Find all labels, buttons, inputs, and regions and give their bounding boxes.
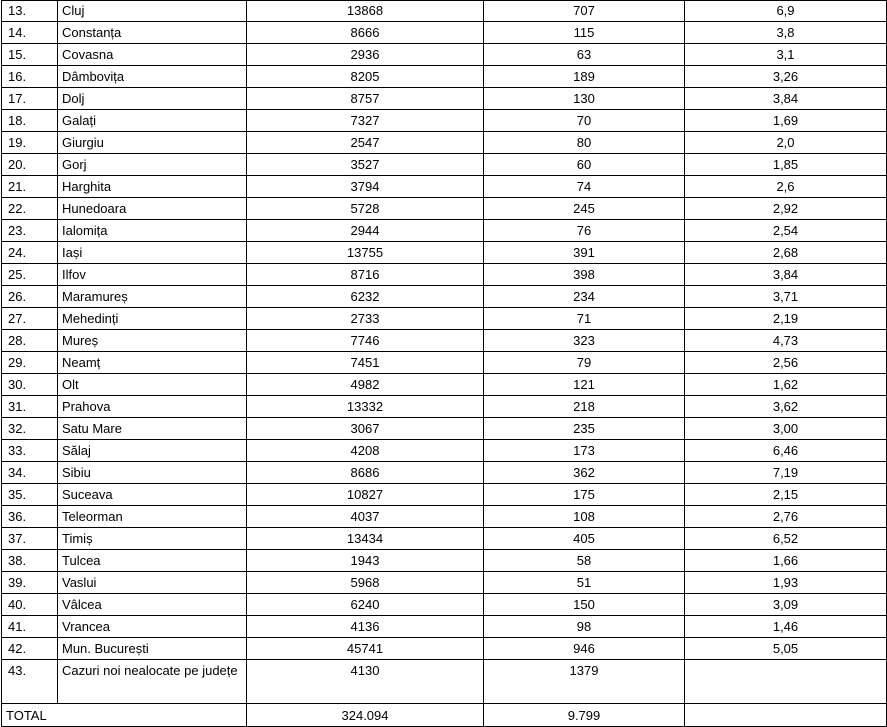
row-number-cell: 41. xyxy=(2,616,58,638)
new-cases-cell: 108 xyxy=(484,506,685,528)
total-cases-cell: 13868 xyxy=(247,1,484,22)
table-row xyxy=(2,638,887,660)
new-cases-cell: 70 xyxy=(484,110,685,132)
row-number-cell: 17. xyxy=(2,88,58,110)
table-row xyxy=(2,616,887,638)
total-cases-cell: 4136 xyxy=(247,616,484,638)
new-cases-cell: 74 xyxy=(484,176,685,198)
total-cases-cell: 6232 xyxy=(247,286,484,308)
table-row xyxy=(2,484,887,506)
table-row xyxy=(2,440,887,462)
new-cases-cell: 79 xyxy=(484,352,685,374)
rate-cell: 3,62 xyxy=(685,396,887,418)
total-cases-cell: 7327 xyxy=(247,110,484,132)
new-cases-cell: 60 xyxy=(484,154,685,176)
row-number-cell: 42. xyxy=(2,638,58,660)
row-number-cell: 15. xyxy=(2,44,58,66)
rate-cell: 1,66 xyxy=(685,550,887,572)
row-number-cell: 26. xyxy=(2,286,58,308)
county-name-cell: Giurgiu xyxy=(58,132,247,154)
table-row xyxy=(2,330,887,352)
county-name-cell: Covasna xyxy=(58,44,247,66)
row-number-cell: 38. xyxy=(2,550,58,572)
total-cases-cell: 3067 xyxy=(247,418,484,440)
total-cases-cell: 13755 xyxy=(247,242,484,264)
row-number-cell: 14. xyxy=(2,22,58,44)
row-number-cell: 21. xyxy=(2,176,58,198)
county-name-cell: Timiș xyxy=(58,528,247,550)
new-cases-cell: 189 xyxy=(484,66,685,88)
rate-cell: 3,84 xyxy=(685,264,887,286)
county-name-cell: Hunedoara xyxy=(58,198,247,220)
row-number-cell: 30. xyxy=(2,374,58,396)
county-name-cell: Vrancea xyxy=(58,616,247,638)
table-row xyxy=(2,550,887,572)
table-row xyxy=(2,418,887,440)
row-number-cell: 27. xyxy=(2,308,58,330)
table-row xyxy=(2,220,887,242)
rate-cell: 3,84 xyxy=(685,88,887,110)
new-cases-cell: 405 xyxy=(484,528,685,550)
county-name-cell: Teleorman xyxy=(58,506,247,528)
total-cases-cell: 3794 xyxy=(247,176,484,198)
county-name-cell: Mehedinți xyxy=(58,308,247,330)
total-rate-cell xyxy=(685,704,887,727)
county-name-cell: Constanța xyxy=(58,22,247,44)
table-row xyxy=(2,462,887,484)
table-row xyxy=(2,374,887,396)
total-cases-cell: 2936 xyxy=(247,44,484,66)
rate-cell: 2,56 xyxy=(685,352,887,374)
row-number-cell: 35. xyxy=(2,484,58,506)
table-row xyxy=(2,176,887,198)
total-cases-cell: 13434 xyxy=(247,528,484,550)
new-cases-cell: 71 xyxy=(484,308,685,330)
rate-cell: 2,76 xyxy=(685,506,887,528)
rate-cell: 7,19 xyxy=(685,462,887,484)
total-cases-cell: 8686 xyxy=(247,462,484,484)
rate-cell: 6,52 xyxy=(685,528,887,550)
county-name-cell: Galați xyxy=(58,110,247,132)
table-row xyxy=(2,286,887,308)
total-cases-cell: 3527 xyxy=(247,154,484,176)
rate-cell: 2,6 xyxy=(685,176,887,198)
county-name-cell: Olt xyxy=(58,374,247,396)
total-cases-cell: 8666 xyxy=(247,22,484,44)
total-cases-cell: 4037 xyxy=(247,506,484,528)
row-number-cell: 29. xyxy=(2,352,58,374)
table-row xyxy=(2,528,887,550)
new-cases-cell: 98 xyxy=(484,616,685,638)
rate-cell: 6,46 xyxy=(685,440,887,462)
table-row xyxy=(2,242,887,264)
new-cases-cell: 398 xyxy=(484,264,685,286)
county-cases-table xyxy=(1,0,887,727)
new-cases-cell: 150 xyxy=(484,594,685,616)
total-cases-cell: 324.094 xyxy=(247,704,484,727)
row-number-cell: 18. xyxy=(2,110,58,132)
table-row xyxy=(2,132,887,154)
new-cases-cell: 707 xyxy=(484,1,685,22)
rate-cell: 1,62 xyxy=(685,374,887,396)
row-number-cell: 37. xyxy=(2,528,58,550)
total-cases-cell: 7451 xyxy=(247,352,484,374)
county-name-cell: Dolj xyxy=(58,88,247,110)
table-row xyxy=(2,198,887,220)
row-number-cell: 22. xyxy=(2,198,58,220)
county-name-cell: Iași xyxy=(58,242,247,264)
rate-cell: 3,8 xyxy=(685,22,887,44)
total-cases-cell: 13332 xyxy=(247,396,484,418)
rate-cell: 6,9 xyxy=(685,1,887,22)
row-number-cell: 23. xyxy=(2,220,58,242)
row-number-cell: 36. xyxy=(2,506,58,528)
table-row xyxy=(2,308,887,330)
row-number-cell: 13. xyxy=(2,1,58,22)
rate-cell: 4,73 xyxy=(685,330,887,352)
table-body xyxy=(2,1,887,727)
row-number-cell: 32. xyxy=(2,418,58,440)
rate-cell: 1,93 xyxy=(685,572,887,594)
new-cases-cell: 173 xyxy=(484,440,685,462)
total-cases-cell: 6240 xyxy=(247,594,484,616)
county-name-cell: Suceava xyxy=(58,484,247,506)
rate-cell: 5,05 xyxy=(685,638,887,660)
new-cases-cell: 58 xyxy=(484,550,685,572)
county-name-cell: Cazuri noi nealocate pe județe xyxy=(58,660,247,704)
row-number-cell: 24. xyxy=(2,242,58,264)
new-cases-cell: 130 xyxy=(484,88,685,110)
new-cases-cell: 115 xyxy=(484,22,685,44)
table-row xyxy=(2,44,887,66)
rate-cell: 3,1 xyxy=(685,44,887,66)
table-row xyxy=(2,264,887,286)
table-row xyxy=(2,1,887,22)
rate-cell: 2,0 xyxy=(685,132,887,154)
row-number-cell: 33. xyxy=(2,440,58,462)
county-name-cell: Satu Mare xyxy=(58,418,247,440)
total-cases-cell: 8205 xyxy=(247,66,484,88)
county-name-cell: Maramureș xyxy=(58,286,247,308)
table-row xyxy=(2,66,887,88)
total-cases-cell: 45741 xyxy=(247,638,484,660)
rate-cell: 3,00 xyxy=(685,418,887,440)
table-row xyxy=(2,594,887,616)
county-name-cell: Cluj xyxy=(58,1,247,22)
rate-cell: 3,26 xyxy=(685,66,887,88)
new-cases-cell: 80 xyxy=(484,132,685,154)
table-row xyxy=(2,110,887,132)
rate-cell: 2,15 xyxy=(685,484,887,506)
total-cases-cell: 7746 xyxy=(247,330,484,352)
rate-cell: 3,71 xyxy=(685,286,887,308)
total-cases-cell: 10827 xyxy=(247,484,484,506)
county-name-cell: Ilfov xyxy=(58,264,247,286)
table-row xyxy=(2,506,887,528)
rate-cell xyxy=(685,660,887,704)
new-cases-cell: 362 xyxy=(484,462,685,484)
row-number-cell: 25. xyxy=(2,264,58,286)
new-cases-cell: 1379 xyxy=(484,660,685,704)
county-name-cell: Sibiu xyxy=(58,462,247,484)
county-name-cell: Mureș xyxy=(58,330,247,352)
row-number-cell: 40. xyxy=(2,594,58,616)
table-row xyxy=(2,154,887,176)
total-cases-cell: 8716 xyxy=(247,264,484,286)
new-cases-cell: 323 xyxy=(484,330,685,352)
total-cases-cell: 2547 xyxy=(247,132,484,154)
total-cases-cell: 1943 xyxy=(247,550,484,572)
new-cases-cell: 245 xyxy=(484,198,685,220)
row-number-cell: 34. xyxy=(2,462,58,484)
county-name-cell: Harghita xyxy=(58,176,247,198)
county-name-cell: Vaslui xyxy=(58,572,247,594)
row-number-cell: 16. xyxy=(2,66,58,88)
new-cases-cell: 234 xyxy=(484,286,685,308)
county-name-cell: Neamț xyxy=(58,352,247,374)
total-cases-cell: 4208 xyxy=(247,440,484,462)
row-number-cell: 28. xyxy=(2,330,58,352)
new-cases-cell: 218 xyxy=(484,396,685,418)
rate-cell: 1,85 xyxy=(685,154,887,176)
rate-cell: 3,09 xyxy=(685,594,887,616)
rate-cell: 2,92 xyxy=(685,198,887,220)
county-name-cell: Prahova xyxy=(58,396,247,418)
total-cases-cell: 2733 xyxy=(247,308,484,330)
table-row xyxy=(2,352,887,374)
row-number-cell: 43. xyxy=(2,660,58,704)
county-name-cell: Mun. București xyxy=(58,638,247,660)
total-cases-cell: 2944 xyxy=(247,220,484,242)
table-row xyxy=(2,660,887,704)
table-row xyxy=(2,396,887,418)
new-cases-cell: 175 xyxy=(484,484,685,506)
county-name-cell: Gorj xyxy=(58,154,247,176)
row-number-cell: 39. xyxy=(2,572,58,594)
total-new-cases-cell: 9.799 xyxy=(484,704,685,727)
county-name-cell: Sălaj xyxy=(58,440,247,462)
total-cases-cell: 4982 xyxy=(247,374,484,396)
total-cases-cell: 8757 xyxy=(247,88,484,110)
table-row xyxy=(2,572,887,594)
county-name-cell: Vâlcea xyxy=(58,594,247,616)
total-cases-cell: 5968 xyxy=(247,572,484,594)
rate-cell: 1,69 xyxy=(685,110,887,132)
total-cases-cell: 4130 xyxy=(247,660,484,704)
county-name-cell: Tulcea xyxy=(58,550,247,572)
new-cases-cell: 235 xyxy=(484,418,685,440)
county-name-cell: Ialomița xyxy=(58,220,247,242)
county-name-cell: Dâmbovița xyxy=(58,66,247,88)
rate-cell: 2,19 xyxy=(685,308,887,330)
new-cases-cell: 946 xyxy=(484,638,685,660)
table-row xyxy=(2,88,887,110)
new-cases-cell: 63 xyxy=(484,44,685,66)
new-cases-cell: 51 xyxy=(484,572,685,594)
row-number-cell: 31. xyxy=(2,396,58,418)
rate-cell: 2,54 xyxy=(685,220,887,242)
new-cases-cell: 121 xyxy=(484,374,685,396)
table-row xyxy=(2,22,887,44)
rate-cell: 1,46 xyxy=(685,616,887,638)
row-number-cell: 20. xyxy=(2,154,58,176)
total-label-cell: TOTAL xyxy=(2,704,247,727)
total-cases-cell: 5728 xyxy=(247,198,484,220)
new-cases-cell: 76 xyxy=(484,220,685,242)
rate-cell: 2,68 xyxy=(685,242,887,264)
row-number-cell: 19. xyxy=(2,132,58,154)
total-row xyxy=(2,704,887,727)
new-cases-cell: 391 xyxy=(484,242,685,264)
